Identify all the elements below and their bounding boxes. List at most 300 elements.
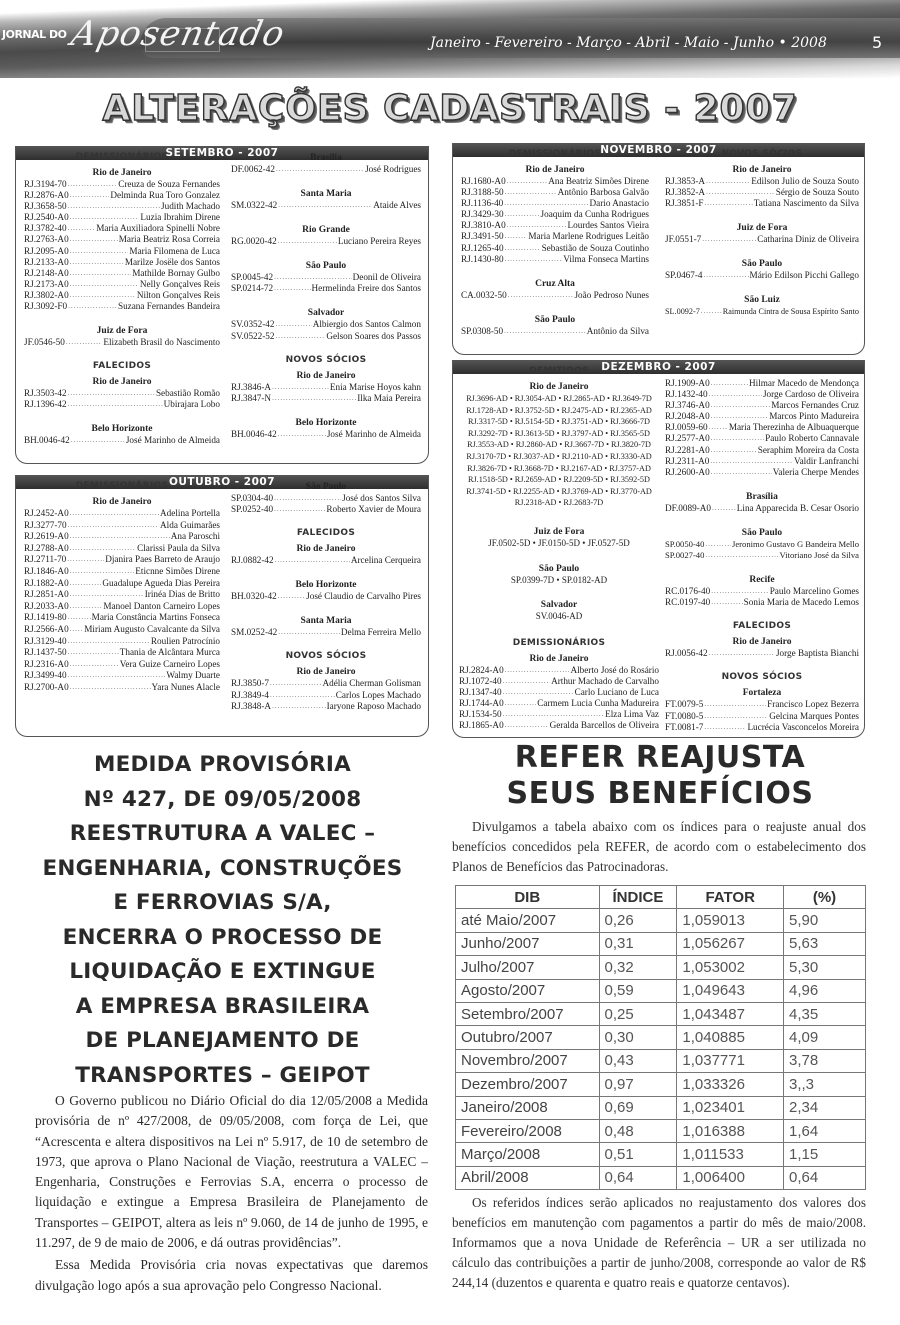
member-code: RJ.3658-50: [24, 201, 67, 212]
list-item: [665, 306, 859, 317]
list-item: [665, 699, 859, 710]
member-name: Lina Apparecida B. Cesar Osorio: [736, 502, 859, 513]
list-item: [24, 624, 220, 636]
text-line: RJ.3553-AD • RJ.2860-AD • RJ.3667-7D • RJ.3820-7D: [467, 440, 651, 450]
member-code: RJ.1072-40: [459, 675, 502, 686]
list-item: [665, 503, 859, 514]
list-item: [231, 504, 421, 515]
text-line: RJ.3170-7D • RJ.3037-AD • RJ.2110-AD • RJ.3330-AD: [466, 451, 652, 461]
dib-cell: Julho/2007: [456, 956, 600, 979]
dib-cell: Junho/2007: [456, 932, 600, 955]
percent-cell: 4,35: [783, 1002, 865, 1025]
indice-cell: 0,31: [599, 932, 677, 955]
member-name: Suzana Fernandes Bandeira: [117, 301, 220, 312]
list-item: [24, 388, 220, 399]
member-code: RJ.3129-40: [24, 635, 67, 646]
dot-leader: [706, 176, 750, 187]
list-item: [24, 647, 220, 659]
city-heading: São Paulo: [305, 482, 347, 492]
member-code: SL.0092-7: [665, 307, 700, 317]
dib-cell: Agosto/2007: [456, 979, 600, 1002]
member-code: BH.0046-42: [231, 428, 277, 439]
category-heading: DEMISSIONÁRIOS: [75, 152, 169, 162]
text-line: SEUS BENEFÍCIOS: [506, 776, 814, 811]
city-heading: Rio de Janeiro: [296, 544, 356, 555]
fator-cell: 1,023401: [677, 1096, 784, 1119]
member-name: Jorge Baptista Bianchi: [775, 648, 859, 659]
list-item: [231, 331, 421, 342]
category-heading: FALECIDOS: [732, 621, 792, 632]
percent-cell: 3,78: [783, 1049, 865, 1072]
city-heading: São Paulo: [538, 563, 580, 574]
setembro-box: [15, 146, 429, 464]
text-line: RJ.1518-5D • RJ.2659-AD • RJ.2209-5D • RJ.3592-5D: [468, 475, 650, 485]
table-row: [456, 932, 866, 955]
text-line: JF.0502-5D • JF.0150-5D • JF.0527-5D: [488, 537, 630, 548]
right-column: [665, 378, 859, 733]
member-name: Sebastião de Souza Coutinho: [541, 242, 649, 253]
paragraph: Os referidos índices serão aplicados no reajustamento dos valores dos benefícios em manutenção com pagamentos a partir do mês de maio/2008. Informamos que a nova Unidade de Referência – UR a ser utilizada no cálculo das contribuições a partir de junho/2008, corresponde ao valor de R$ 244,14 (duzentos e quarenta e quatro reais e quatorze centavos).: [452, 1195, 866, 1290]
list-item: [461, 198, 649, 209]
member-name: Marcos Fernandes Cruz: [771, 400, 859, 411]
city-heading: Juiz de Fora: [533, 526, 585, 537]
list-item: [24, 554, 220, 566]
list-item: [665, 722, 859, 733]
list-item: [231, 627, 421, 638]
text-line: RJ.3292-7D • RJ.3613-5D • RJ.3797-AD • RJ.3565-5D: [468, 428, 650, 438]
dot-leader: [275, 555, 350, 566]
dot-leader: [68, 201, 160, 212]
dot-leader: [278, 591, 305, 602]
member-list: [665, 270, 859, 281]
indice-cell: 0,30: [599, 1026, 677, 1049]
member-code: RJ.2851-A0: [24, 589, 69, 600]
dib-cell: até Maio/2007: [456, 909, 600, 932]
dot-leader: [711, 400, 771, 411]
city-heading: São Luiz: [744, 295, 780, 306]
list-item: [665, 378, 859, 389]
refer-closing: [452, 1193, 866, 1293]
dot-leader: [68, 636, 150, 648]
member-name: Iaryone Raposo Machado: [326, 700, 421, 711]
dib-cell: Janeiro/2008: [456, 1096, 600, 1119]
list-item: [24, 279, 220, 290]
list-item: [24, 566, 220, 578]
member-code: RJ.2133-A0: [24, 256, 69, 267]
member-code: SM.0252-42: [231, 627, 278, 638]
table-row: [456, 1096, 866, 1119]
dot-leader: [274, 283, 310, 294]
list-item: [461, 176, 649, 187]
member-name: Raimunda Cintra de Sousa Espírito Santo: [722, 307, 859, 317]
member-name: Roulien Patrocínio: [150, 635, 220, 646]
member-code: SP.0050-40: [665, 538, 705, 549]
member-code: RJ.2763-A0: [24, 234, 69, 245]
percent-cell: 1,15: [783, 1143, 865, 1166]
member-code: SP.0304-40: [231, 493, 274, 503]
fator-cell: 1,053002: [677, 956, 784, 979]
dot-leader: [70, 212, 140, 223]
list-item: [665, 445, 859, 456]
list-item: [665, 539, 859, 550]
dot-leader: [68, 399, 163, 410]
indice-cell: 0,48: [599, 1119, 677, 1142]
member-code: SP.0045-42: [231, 272, 274, 283]
list-item: [665, 234, 859, 245]
list-item: [665, 198, 859, 209]
dot-leader: [68, 388, 155, 399]
page-number: 5: [872, 33, 883, 52]
member-code: RJ.3499-40: [24, 670, 67, 681]
city-heading: Juiz de Fora: [736, 223, 788, 234]
member-list: [231, 164, 421, 175]
dot-leader: [70, 578, 102, 590]
member-list: [231, 555, 421, 566]
list-item: [461, 290, 649, 301]
member-code: RJ.3849-4: [231, 689, 270, 700]
dot-leader: [705, 198, 753, 209]
member-name: Miriam Augusto Cavalcante da Silva: [84, 623, 220, 634]
text-line: TRANSPORTES – GEIPOT: [75, 1062, 370, 1088]
list-item: [231, 319, 421, 330]
list-item: [24, 257, 220, 268]
dot-leader: [278, 429, 326, 440]
dot-leader: [70, 268, 132, 279]
right-column: [231, 147, 421, 440]
member-code: DF.0089-A0: [665, 502, 711, 513]
city-heading: Rio de Janeiro: [529, 382, 589, 392]
dot-leader: [710, 456, 793, 467]
member-name: Arthur Machado de Carvalho: [551, 675, 659, 686]
member-name: Jeronimo Gustavo G Bandeira Mello: [732, 538, 859, 549]
outubro-box: [15, 475, 429, 737]
category-heading: NOVOS SÓCIOS: [721, 149, 803, 159]
member-name: Edilson Julio de Souza Souto: [751, 176, 859, 186]
dot-leader: [505, 209, 540, 220]
dot-leader: [504, 198, 588, 209]
list-item: [665, 648, 859, 659]
dot-leader: [70, 508, 159, 520]
member-name: Sonia Maria de Macedo Lemos: [743, 597, 859, 608]
member-code: RJ.2788-A0: [24, 542, 69, 553]
text-line: A EMPRESA BRASILEIRA: [75, 993, 370, 1019]
member-code: RJ.3491-50: [461, 231, 504, 242]
right-column: [231, 476, 421, 712]
list-item: [665, 550, 859, 561]
page-title: ALTERAÇÕES CADASTRAIS - 2007: [102, 88, 798, 129]
text-line: SP.0399-7D • SP.0182-AD: [510, 574, 608, 585]
member-code: RJ.1432-40: [665, 389, 708, 400]
percent-cell: 5,63: [783, 932, 865, 955]
member-name: Lourdes Santos Vieira: [567, 220, 649, 231]
dot-leader: [71, 435, 125, 446]
member-name: João Pedroso Nunes: [574, 289, 649, 300]
list-item: [459, 709, 659, 720]
dot-leader: [704, 699, 766, 710]
dib-cell: Fevereiro/2008: [456, 1119, 600, 1142]
dot-leader: [70, 531, 170, 543]
list-item: [665, 433, 859, 444]
member-code: RJ.3746-A0: [665, 400, 710, 411]
list-item: [231, 555, 421, 566]
member-code: FT.0080-5: [665, 710, 704, 721]
dot-leader: [66, 337, 103, 348]
category-heading: DEMITIDOS: [529, 366, 589, 376]
member-name: José Rodrigues: [365, 164, 421, 174]
dot-leader: [709, 389, 762, 400]
city-heading: Fortaleza: [742, 688, 782, 699]
dot-leader: [278, 200, 372, 211]
text-line: Nº 427, DE 09/05/2008: [83, 786, 362, 812]
list-item: [461, 209, 649, 220]
member-code: RJ.2700-A0: [24, 681, 69, 692]
city-heading: Juiz de Fora: [96, 326, 148, 337]
list-item: [24, 543, 220, 555]
city-heading: São Paulo: [534, 314, 576, 325]
list-item: [24, 246, 220, 257]
left-column: [459, 361, 659, 731]
member-name: Gelson Soares dos Passos: [326, 330, 421, 341]
dib-cell: Novembro/2007: [456, 1049, 600, 1072]
member-list: [665, 378, 859, 478]
dot-leader: [70, 589, 144, 601]
list-item: [231, 272, 421, 283]
dot-leader: [70, 290, 136, 301]
member-code: SP.0214-72: [231, 283, 274, 294]
list-item: [461, 187, 649, 198]
member-name: Valeria Cherpe Mendes: [772, 466, 859, 477]
member-list: [461, 176, 649, 265]
dot-leader: [274, 493, 341, 504]
list-item: [24, 337, 220, 348]
member-code: RJ.2600-A0: [665, 466, 710, 477]
percent-cell: 5,90: [783, 909, 865, 932]
left-column: [461, 144, 649, 337]
list-item: [665, 586, 859, 597]
dot-leader: [70, 246, 129, 257]
code-list: [459, 393, 659, 509]
category-heading: FALECIDOS: [92, 361, 152, 372]
category-heading: DEMISSIONÁRIOS: [75, 481, 169, 491]
dot-leader: [272, 701, 326, 712]
city-heading: São Paulo: [305, 261, 347, 272]
list-item: [24, 268, 220, 279]
city-heading: Cruz Alta: [535, 278, 575, 289]
member-list: [665, 176, 859, 209]
dot-leader: [712, 503, 736, 514]
member-name: Judith Machado: [161, 201, 220, 212]
list-item: [231, 283, 421, 294]
indice-cell: 0,25: [599, 1002, 677, 1025]
novembro-box: [452, 143, 865, 355]
column-header-indice: ÍNDICE: [599, 886, 677, 909]
list-item: [665, 176, 859, 187]
member-name: Alda Guimarães: [160, 519, 220, 530]
member-list: [24, 337, 220, 348]
member-name: Guadalupe Agueda Dias Pereira: [102, 577, 220, 588]
city-heading: Rio Grande: [302, 225, 350, 236]
member-name: Albiergio dos Santos Calmon: [312, 319, 421, 330]
member-code: RJ.2566-A0: [24, 623, 69, 634]
indice-cell: 0,69: [599, 1096, 677, 1119]
member-code: RJ.3194-70: [24, 179, 67, 189]
member-code: RJ.3802-A0: [24, 289, 69, 300]
member-list: [231, 236, 421, 247]
list-item: [461, 243, 649, 254]
list-item: [24, 636, 220, 648]
dot-leader: [275, 319, 311, 330]
dot-leader: [272, 382, 329, 393]
dot-leader: [278, 627, 340, 638]
member-list: [665, 503, 859, 514]
table-row: [456, 909, 866, 932]
dot-leader: [70, 659, 119, 671]
member-code: RJ.1846-A0: [24, 565, 69, 576]
member-code: BH.0320-42: [231, 591, 277, 602]
member-code: RJ.1865-A0: [459, 720, 504, 731]
text-line: RJ.3826-7D • RJ.3668-7D • RJ.2167-AD • RJ.3757-AD: [467, 463, 651, 473]
member-name: Carmem Lucia Cunha Madureira: [537, 698, 659, 708]
text-line: REESTRUTURA A VALEC –: [69, 821, 376, 846]
list-item: [24, 223, 220, 234]
member-code: RJ.2824-A0: [459, 664, 504, 675]
dot-leader: [711, 467, 772, 478]
list-item: [24, 301, 220, 312]
fator-cell: 1,016388: [677, 1119, 784, 1142]
dot-leader: [275, 331, 325, 342]
member-code: JF.0551-7: [665, 234, 702, 245]
member-list: [461, 326, 649, 337]
dot-leader: [70, 279, 139, 290]
member-name: Ilka Maia Pereira: [357, 392, 421, 403]
dot-leader: [711, 586, 769, 597]
member-code: RJ.1136-40: [461, 198, 504, 209]
member-name: Enia Marise Hoyos kahn: [329, 381, 421, 392]
dot-leader: [701, 306, 722, 317]
dot-leader: [272, 393, 356, 404]
city-heading: Rio de Janeiro: [92, 377, 152, 388]
dib-cell: Março/2008: [456, 1143, 600, 1166]
member-name: Seraphim Moreira da Costa: [757, 444, 859, 455]
text-line: RJ.3696-AD • RJ.3054-AD • RJ.2865-AD • RJ.3649-7D: [466, 394, 652, 403]
list-item: [24, 520, 220, 532]
table-row: [456, 1026, 866, 1049]
dot-leader: [70, 190, 110, 201]
list-item: [665, 711, 859, 722]
list-item: [461, 254, 649, 265]
dot-leader: [274, 504, 325, 515]
dot-leader: [711, 445, 757, 456]
member-name: Maria Constância Martins Fonseca: [91, 612, 220, 623]
fator-cell: 1,006400: [677, 1166, 784, 1189]
list-item: [461, 220, 649, 231]
member-name: Irinéa Dias de Britto: [144, 589, 220, 600]
member-list: [24, 388, 220, 410]
list-item: [24, 179, 220, 190]
member-name: Antônio da Silva: [586, 325, 649, 336]
member-code: RJ.1680-A0: [461, 176, 506, 186]
dot-leader: [709, 422, 728, 433]
dot-leader: [68, 647, 119, 659]
list-item: [24, 435, 220, 446]
list-item: [231, 236, 421, 247]
member-name: Gelcina Marques Pontes: [769, 710, 859, 721]
member-code: RJ.0056-42: [665, 648, 708, 659]
dot-leader: [68, 223, 96, 234]
dot-leader: [505, 231, 528, 242]
publication-prefix: JORNAL DO: [2, 28, 67, 41]
list-item: [459, 698, 659, 709]
fator-cell: 1,040885: [677, 1026, 784, 1049]
member-code: RJ.2577-A0: [665, 433, 710, 444]
percent-cell: 3,,3: [783, 1073, 865, 1096]
masthead-banner: [0, 0, 900, 78]
dot-leader: [704, 711, 768, 722]
dib-cell: Setembro/2007: [456, 1002, 600, 1025]
left-column: [24, 476, 220, 694]
dot-leader: [278, 236, 337, 247]
member-code: BH.0046-42: [24, 435, 70, 446]
member-name: Mathilde Bornay Gulbo: [132, 267, 220, 278]
member-name: Hermelinda Freire dos Santos: [311, 283, 421, 294]
member-code: SP.0308-50: [461, 325, 504, 336]
member-name: José Marinho de Almeida: [125, 435, 220, 446]
text-line: SV.0046-AD: [535, 611, 583, 622]
list-item: [24, 212, 220, 223]
table-row: [456, 1166, 866, 1189]
city-heading: Belo Horizonte: [295, 580, 357, 591]
column-header-dib: DIB: [456, 886, 600, 909]
table-row: [456, 1002, 866, 1025]
member-name: Luciano Pereira Reyes: [337, 236, 421, 247]
member-name: Vilma Fonseca Martins: [563, 253, 649, 264]
text-line: RJ.2318-AD • RJ.2683-7D: [514, 498, 604, 508]
list-item: [24, 601, 220, 613]
member-code: RJ.3503-42: [24, 388, 67, 399]
member-name: Dario Anastacio: [589, 198, 649, 209]
fator-cell: 1,037771: [677, 1049, 784, 1072]
city-heading: Belo Horizonte: [295, 417, 357, 428]
dot-leader: [68, 670, 166, 682]
dot-leader: [68, 301, 117, 312]
member-name: Adélia Cherman Golisman: [322, 678, 421, 689]
member-name: Maria Beatriz Rosa Correia: [118, 234, 220, 245]
member-name: Hilmar Macedo de Mendonça: [749, 378, 859, 388]
table-row: [456, 1049, 866, 1072]
city-heading: Salvador: [307, 308, 345, 319]
text-line: DE PLANEJAMENTO DE: [85, 1028, 360, 1053]
member-name: Valdir Lanfranchi: [793, 455, 859, 466]
member-name: Ana Beatriz Simões Direne: [548, 176, 649, 186]
list-item: [231, 591, 421, 602]
member-list: [231, 272, 421, 294]
dib-cell: Dezembro/2007: [456, 1073, 600, 1096]
member-name: Manoel Danton Carneiro Lopes: [103, 600, 220, 611]
member-name: Creuza de Souza Fernandes: [118, 179, 220, 189]
dot-leader: [70, 234, 118, 245]
dot-leader: [67, 554, 104, 566]
member-name: Lucrécia Vasconcelos Moreira: [747, 721, 859, 732]
member-name: Ataide Alves: [373, 200, 421, 211]
box-header: DEZEMBRO - 2007: [453, 360, 864, 374]
table-header-row: [456, 886, 866, 909]
text-line: RJ.3741-5D • RJ.2255-AD • RJ.3769-AD • RJ.3770-AD: [466, 486, 652, 496]
fator-cell: 1,049643: [677, 979, 784, 1002]
indice-cell: 0,64: [599, 1166, 677, 1189]
refer-headline: [450, 740, 870, 812]
member-name: Djanira Paes Barreto de Araujo: [105, 554, 220, 565]
dot-leader: [70, 682, 151, 694]
